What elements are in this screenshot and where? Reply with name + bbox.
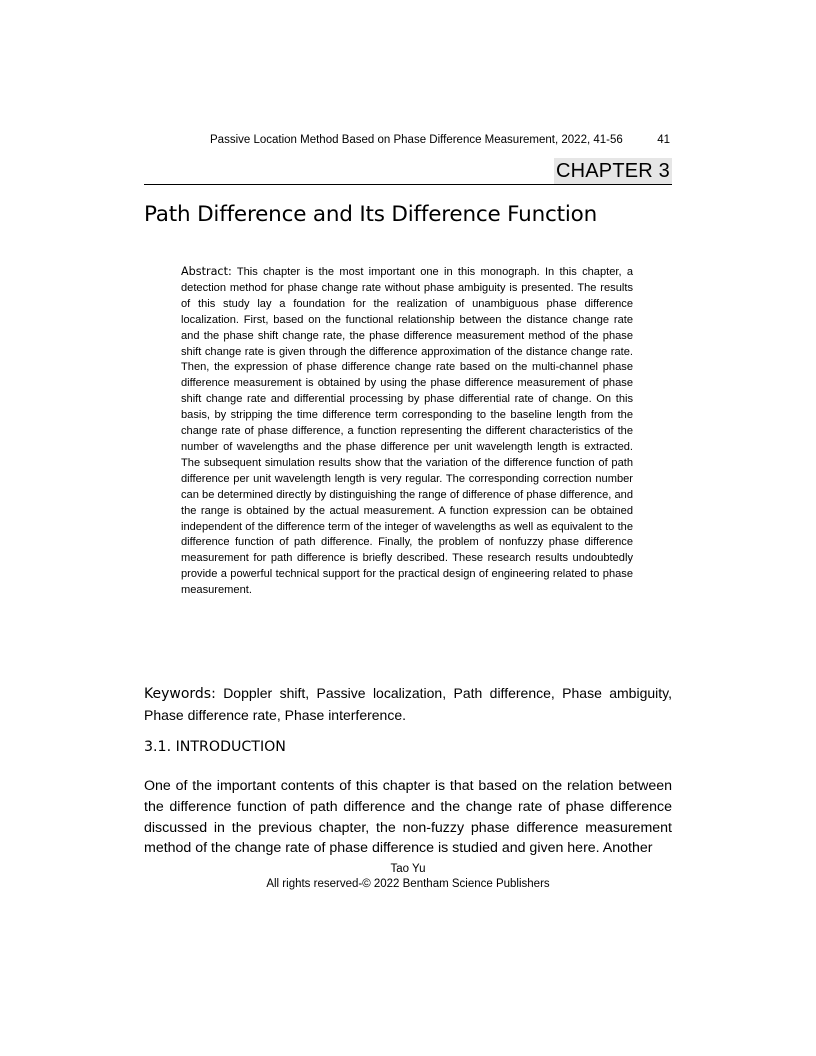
- keywords-text: Doppler shift, Passive localization, Path difference, Phase ambiguity, Phase difference rate, Phase interference.: [144, 685, 672, 723]
- footer-rights: All rights reserved-© 2022 Bentham Science Publishers: [266, 878, 550, 890]
- running-head-text: Passive Location Method Based on Phase Difference Measurement, 2022, 41-56: [210, 134, 623, 146]
- section-heading: 3.1. INTRODUCTION: [144, 739, 286, 755]
- intro-paragraph: One of the important contents of this chapter is that based on the relation between the difference function of path difference and the change rate of phase difference discussed in the previous chapter, the non-fuzzy phase difference measurement method of the change rate of phase difference is studied and given here. Another: [144, 778, 672, 857]
- chapter-title: Path Difference and Its Difference Function: [144, 202, 597, 227]
- footer-author: Tao Yu: [390, 863, 426, 875]
- page-number: 41: [657, 134, 670, 146]
- chapter-label: CHAPTER 3: [555, 160, 670, 182]
- running-head: [210, 133, 672, 147]
- abstract-text: This chapter is the most important one in this monograph. In this chapter, a detection method for phase change rate without phase ambiguity is presented. The results of this study lay a foundation for the realization of unambiguous phase difference localization. First, based on the functional relationship between the distance change rate and the phase shift change rate, the phase difference measurement method of the phase shift change rate is given through the difference approximation of the distance change rate. Then, the expression of phase difference change rate based on the multi-channel phase difference measurement is obtained by using the phase difference measurement of phase shift change rate and differential processing by phase differential rate of change. On this basis, by stripping the time difference term corresponding to the baseline length from the change rate of phase difference, a function representing the different characteristics of the number of wavelengths and the phase difference per unit wavelength length is extracted. The subsequent simulation results show that the variation of the difference function of path difference per unit wavelength length is very regular. The corresponding correction number can be determined directly by distinguishing the range of difference of phase difference, and the range is obtained by the actual measurement. A function expression can be obtained independent of the difference term of the integer of wavelengths as well as equivalent to the difference function of path difference. Finally, the problem of nonfuzzy phase difference measurement for path difference is briefly described. These research results undoubtedly provide a powerful technical support for the practical design of engineering related to phase measurement.: [181, 266, 633, 597]
- abstract-label: Abstract:: [181, 265, 232, 278]
- keywords-label: Keywords:: [144, 686, 216, 702]
- keywords: [144, 683, 672, 726]
- header-rule: [144, 184, 672, 185]
- abstract: [181, 264, 633, 599]
